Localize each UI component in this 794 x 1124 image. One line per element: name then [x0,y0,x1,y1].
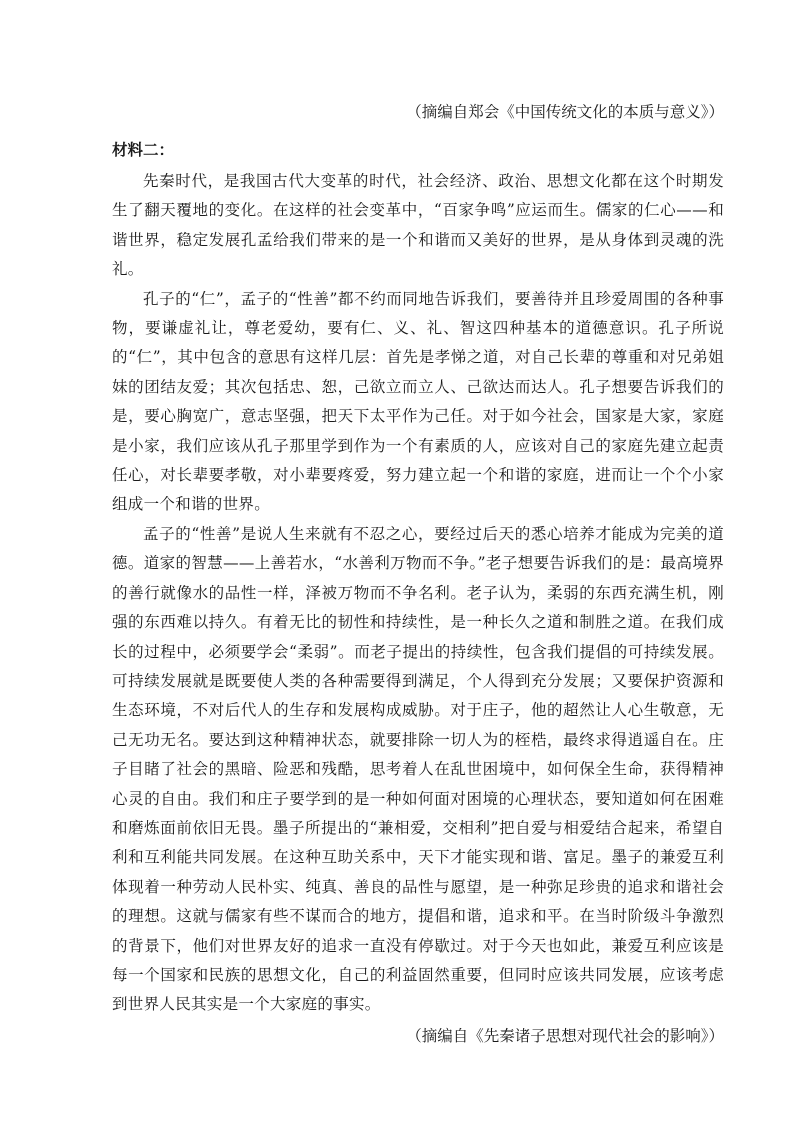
paragraph-3: 孟子的“性善”是说人生来就有不忍之心，要经过后天的悉心培养才能成为完美的道德。道家的智慧——上善若水，“水善利万物而不争。”老子想要告诉我们的是：最高境界的善行就像水的品性一样，泽被万物而不争名利。老子认为，柔弱的东西充满生机，刚强的东西难以持久。有着无比的韧性和持续性，是一种长久之道和制胜之道。在我们成长的过程中，必须要学会“柔弱”。而老子提出的持续性，包含我们提倡的可持续发展。可持续发展就是既要使人类的各种需要得到满足，个人得到充分发展；又要保护资源和生态环境，不对后代人的生存和发展构成威胁。对于庄子，他的超然让人心生敬意，无己无功无名。要达到这种精神状态，就要排除一切人为的桎梏，最终求得逍遥自在。庄子目睹了社会的黑暗、险恶和残酷，思考着人在乱世困境中，如何保全生命，获得精神心灵的自由。我们和庄子要学到的是一种如何面对困境的心理状态，要知道如何在困难和磨炼面前依旧无畏。墨子所提出的“兼相爱，交相利”把自爱与相爱结合起来，希望自利和互利能共同发展。在这种互助关系中，天下才能实现和谐、富足。墨子的兼爱互利体现着一种劳动人民朴实、纯真、善良的品性与愿望，是一种弥足珍贵的追求和谐社会的理想。这就与儒家有些不谋而合的地方，提倡和谐，追求和平。在当时阶级斗争激烈的背景下，他们对世界友好的追求一直没有停歇过。对于今天也如此，兼爱互利应该是每一个国家和民族的思想文化，自己的利益固然重要，但同时应该共同发展，应该考虑到世界人民其实是一个大家庭的事实。 [112,524,724,1014]
section-heading: 材料二： [112,140,175,159]
paragraph-1: 先秦时代，是我国古代大变革的时代，社会经济、政治、思想文化都在这个时期发生了翻天覆地的变化。在这样的社会变革中，“百家争鸣”应运而生。儒家的仁心——和谐世界，稳定发展孔孟给我们带来的是一个和谐而又美好的世界，是从身体到灵魂的洗礼。 [112,172,724,279]
source-citation-top: （摘编自郑会《中国传统文化的本质与意义》） [406,103,724,121]
paragraph-2: 孔子的“仁”，孟子的“性善”都不约而同地告诉我们，要善待并且珍爱周围的各种事物，要谦虚礼让，尊老爱幼，要有仁、义、礼、智这四种基本的道德意识。孔子所说的“仁”，其中包含的意思有这样几层：首先是孝悌之道，对自己长辈的尊重和对兄弟姐妹的团结友爱；其次包括忠、恕，己欲立而立人、己欲达而达人。孔子想要告诉我们的是，要心胸宽广，意志坚强，把天下太平作为己任。对于如今社会，国家是大家，家庭是小家，我们应该从孔子那里学到作为一个有素质的人，应该对自己的家庭先建立起责任心，对长辈要孝敬，对小辈要疼爱，努力建立起一个和谐的家庭，进而让一个个小家组成一个和谐的世界。 [112,289,724,514]
document-body [112,98,724,1051]
source-citation-bottom: （摘编自《先秦诸子思想对现代社会的影响》） [406,1026,724,1045]
